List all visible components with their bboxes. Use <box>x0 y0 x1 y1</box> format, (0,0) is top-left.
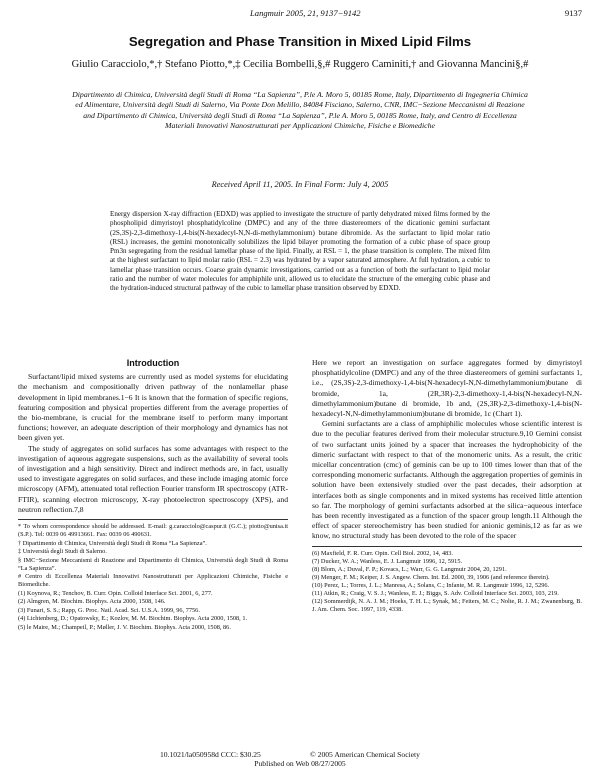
author-list: Giulio Caracciolo,*,† Stefano Piotto,*,‡ Cecilia Bombelli,§,# Ruggero Caminiti,† and Giovanna Mancini§,# <box>71 59 529 70</box>
reference-2: (2) Almgren, M. Biochim. Biophys. Acta 2000, 1508, 146. <box>18 598 166 606</box>
left-column <box>18 358 288 632</box>
intro-paragraph-1: Surfactant/lipid mixed systems are currently used as model systems for elucidating the mechanism and compositionally driven pathway of the nonlamellar phase development in lipid membranes.1−6 It is known that the formation of specific regions, featuring composition and physical properties different from the average properties of the bio-membrane, is crucial for the membrane itself to perform many important functions; however, an adequate description of their morphology and dynamics has not been given yet. <box>18 372 288 443</box>
page-footer <box>0 750 600 768</box>
footnote-affil-3: § IMC−Sezione Meccanismi di Reazione and Dipartimento di Chimica, Università degli Studi di Roma “La Sapienza”. <box>18 556 288 572</box>
page-number: 9137 <box>564 8 582 18</box>
reference-4: (4) Lichtenberg, D.; Opatowsky, E.; Kozlov, M. M. Biochim. Biophys. Acta 2000, 1508, 1. <box>18 615 248 623</box>
reference-3: (3) Funari, S. S.; Rapp, G. Proc. Natl. Acad. Sci. U.S.A. 1999, 96, 7756. <box>18 606 200 614</box>
abstract: Energy dispersion X-ray diffraction (EDXD) was applied to investigate the structure of partly dehydrated mixed films formed by the phospholipid dimyristoyl phosphatidylcoline (DMPC) and any of the three diastereomers of the dicationic gemini surfactant (2S,3S)-2,3-dimethoxy-1,4-bis(N-hexadecyl-N,N-di-methylammonium) butane dibromide. As the surfactant to lipid molar ratio (RSL) increases, the gemini monotonically solubilizes the lipid bilayer promoting the formation of a cubic phase of space group Pm3n segregating from the residual lamellar phase of the lipid. Finally, at RSL = 1, the phase transition is complete. The mixed film at the highest surfactant to lipid molar ratio (RSL = 2.3) was hydrated by a vapor saturated atmosphere. At full hydration, a cubic to lamellar phase transition occurs. Coarse grain dynamic investigations, carried out as a function of both the surfactant to lipid molar ratio and the number of water molecules for amphiphile unit, allowed us to elucidate the structure of the emerging cubic phase and the hydration-induced structural pathway of the cubic to lamellar phase transition observed by EDXD. <box>110 210 490 293</box>
reference-12: (12) Sommerdijk, N. A. J. M.; Hoeks, T. H. L.; Synak, M.; Feiters, M. C.; Nolte, R. J. M.; Zwanenburg, B. J. Am. Chem. Soc. 1997, 119, 4338. <box>312 597 582 613</box>
reference-9: (9) Menger, F. M.; Keiper, J. S. Angew. Chem. Int. Ed. 2000, 39, 1906 (and reference therein). <box>312 573 550 581</box>
published-date: Published on Web 08/27/2005 <box>254 759 346 768</box>
body-paragraph-1: Here we report an investigation on surface aggregates formed by dimyristoyl phosphatidylcoline (DMPC) and any of the three diastereomers of gemini surfactants 1, i.e., (2S,3S)-2,3-dimethoxy-1,4-bis(N-hexadecyl-N,N-dimethylammonium)butane di bromide, 1a, (2R,3R)-2,3-dimethoxy-1,4-bis(N-hexadecyl-N,N-dimethylammonium)butane di bromide, 1b and, (2S,3R)-2,3-dimethoxy-1,4-bis(N-hexadecyl-N,N-dimethylammonium)butane di bromide, 1c (Chart 1). <box>312 358 582 419</box>
paper-title: Segregation and Phase Transition in Mixed Lipid Films <box>128 34 472 49</box>
affiliations: Dipartimento di Chimica, Università degli Studi di Roma “La Sapienza”, P.le A. Moro 5, 00185 Rome, Italy, Dipartimento di Ingegneria Chimica ed Alimentare, Università degli Studi di Salerno, Via Ponte Don Melillo, 84084 Fisciano, Salerno, CNR, IMC−Sezione Meccanismi di Reazione and Dipartimento di Chimica, Università degli Studi di Roma “La Sapienza”, P.le A. Moro 5, 00185 Rome, Italy, and Centro di Eccellenza Materiali Innovativi Nanostrutturati per Applicazioni Chimiche, Fisiche e Biomediche <box>72 90 528 131</box>
references-right <box>312 546 582 614</box>
reference-7: (7) Ducker, W. A.; Wanless, E. J. Langmuir 1996, 12, 5915. <box>312 557 463 565</box>
reference-11: (11) Atkin, R.; Craig, V. S. J.; Wanless, E. J.; Biggs, S. Adv. Colloid Interface Sci. 2003, 103, 219. <box>312 589 559 597</box>
copyright-line: © 2005 American Chemical Society <box>310 750 420 759</box>
footnote-affil-4: # Centro di Eccellenza Materiali Innovativi Nanostrutturati per Applicazioni Chimiche, Fisiche e Biomediche. <box>18 573 288 589</box>
reference-8: (8) Blom, A.; Duval, F. P.; Kovacs, L.; Warr, G. G. Langmuir 2004, 20, 1291. <box>312 565 507 573</box>
reference-10: (10) Perez, L.; Torres, J. L.; Manresa, A.; Solans, C.; Infante, M. R. Langmuir 1996, 12, 5296. <box>312 581 550 589</box>
right-column <box>312 358 582 614</box>
received-dates: Received April 11, 2005. In Final Form: July 4, 2005 <box>211 180 389 189</box>
reference-5: (5) le Maire, M.; Champeil, P.; Møller, J. V. Biochim. Biophys. Acta 2000, 1508, 86. <box>18 623 231 631</box>
intro-paragraph-2: The study of aggregates on solid surfaces has some advantages with respect to the investigation of aqueous aggregate suspensions, such as the availability of several tools of investigation and a high sensitivity. Direct and indirect methods are, in fact, usually used to investigate aggregates on solid surfaces, and these include imaging atomic force microscopy (AFM), attenuated total reflection Fourier transform IR spectroscopy (ATR-FTIR), scanning electron microscopy, X-ray photoelectron spectroscopy (XPS), and neutron reflection.7,8 <box>18 443 288 514</box>
section-heading-introduction: Introduction <box>126 358 180 368</box>
reference-1: (1) Koynova, R.; Tenchov, B. Curr. Opin. Colloid Interface Sci. 2001, 6, 277. <box>18 589 213 597</box>
body-paragraph-2: Gemini surfactants are a class of amphiphilic molecules whose scientific interest is due to the peculiar features derived from their molecular structure.9,10 Gemini consist of two surfactant units joined by a spacer that increases the hydrophobicity of the dimeric surfactant with respect to that of the monomeric units. As a result, the critic micellar concentration (cmc) of geminis can be up to 100 times lower than that of the corresponding monomeric surfactants. Although the aggregation properties of geminis in solution have been extensively studied over the past decades, their adsorption at interfaces both as single components and in mixed systems has received little attention so far. The morphology of gemini surfactants adsorbed at the silica−aqueous interface has been recently investigated as a function of the spacer group length.11 Although the effect of spacer stereochemistry has been studied for anionic geminis,12 as far as we know, no structural study has been devoted to the role of the spacer <box>312 419 582 541</box>
journal-citation: Langmuir 2005, 21, 9137−9142 <box>250 8 361 18</box>
doi-line: 10.1021/la050958d CCC: $30.25 <box>160 750 261 759</box>
footnote-affil-1: † Dipartimento di Chimica, Università degli Studi di Roma “La Sapienza”. <box>18 539 207 547</box>
footnote-affil-2: ‡ Università degli Studi di Salerno. <box>18 548 107 556</box>
reference-6: (6) Maxfield, F. R. Curr. Opin. Cell Biol. 2002, 14, 483. <box>312 549 453 557</box>
footnotes <box>18 519 288 632</box>
footnote-correspondence: * To whom correspondence should be addressed. E-mail: g.caracciolo@caspur.it (G.C.); piotto@unisa.it (S.P.). Tel: 0039 06 49913661. Fax: 0039 06 490631. <box>18 523 288 539</box>
